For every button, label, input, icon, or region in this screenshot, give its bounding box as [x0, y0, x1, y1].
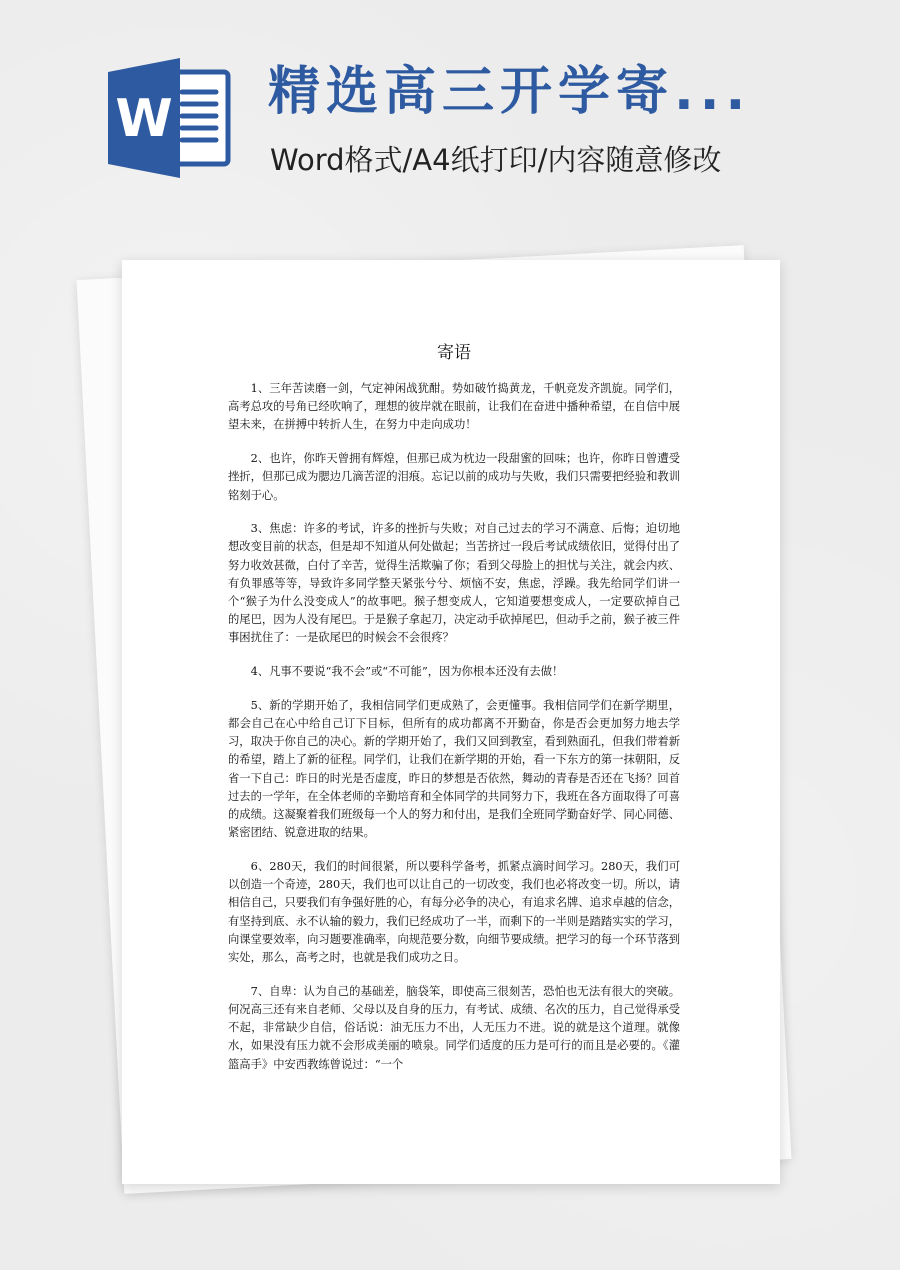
document-page — [122, 260, 780, 1184]
paragraph-7: 7、自卑：认为自己的基础差，脑袋笨，即使高三很刻苦，恐怕也无法有很大的突破。何况高三还有来自老师、父母以及自身的压力，有考试、成绩、名次的压力，自己觉得承受不起，非常缺少自信，俗话说：油无压力不出，人无压力不进。说的就是这个道理。就像水，如果没有压力就不会形成美丽的喷泉。同学们适度的压力是可行的而且是必要的。《灌篮高手》中安西教练曾说过：“一个 — [228, 984, 680, 1071]
paragraph-2: 2、也许，你昨天曾拥有辉煌，但那已成为枕边一段甜蜜的回味；也许，你昨日曾遭受挫折，但那已成为腮边几滴苦涩的泪痕。忘记以前的成功与失败，我们只需要把经验和教训铭刻于心。 — [228, 452, 680, 502]
document-body — [228, 342, 680, 1089]
paragraph-3: 3、焦虑：许多的考试，许多的挫折与失败；对自己过去的学习不满意、后悔；迫切地想改变目前的状态，但是却不知道从何处做起；当苦挤过一段后考试成绩依旧，觉得付出了努力收效甚微，白付了辛苦，觉得生活欺骗了你；看到父母脸上的担忧与关注，就会内疚、有负罪感等等，导致许多同学整天紧张兮兮、烦恼不安，焦虑，浮躁。我先给同学们讲一个“猴子为什么没变成人”的故事吧。猴子想变成人，它知道要想变成人，一定要砍掉自己的尾巴，因为人没有尾巴。于是猴子拿起刀，决定动手砍掉尾巴，但动手之前，猴子被三件事困扰住了：一是砍尾巴的时候会不会很疼？ — [228, 522, 680, 645]
word-logo-icon — [108, 58, 236, 178]
page-subtitle: Word格式/A4纸打印/内容随意修改 — [270, 143, 722, 177]
word-logo-letter: W — [115, 89, 173, 149]
paragraph-4: 4、凡事不要说“我不会”或“不可能”，因为你根本还没有去做！ — [250, 665, 564, 679]
paragraph-5: 5、新的学期开始了，我相信同学们更成熟了，会更懂事。我相信同学们在新学期里，都会自己在心中给自己订下目标，但所有的成功都离不开勤奋，你是否会更加努力地去学习，取决于你自己的决心。新的学期开始了，我们又回到教室，看到熟面孔，但我们带着新的希望，踏上了新的征程。同学们，让我们在新学期的开始，看一下东方的第一抹朝阳，反省一下自己：昨日的时光是否虚度，昨日的梦想是否依然，舞动的青春是否还在飞扬？回首过去的一学年，在全体老师的辛勤培育和全体同学的共同努力下，我班在各方面取得了可喜的成绩。这凝聚着我们班级每一个人的努力和付出，是我们全班同学勤奋好学、同心同德、紧密团结、锐意进取的结果。 — [228, 698, 680, 840]
paragraph-1: 1、三年苦读磨一剑，气定神闲战犹酣。势如破竹捣黄龙，千帆竞发齐凯旋。同学们，高考总攻的号角已经吹响了，理想的彼岸就在眼前，让我们在奋进中播种希望，在自信中展望未来，在拼搏中转折人生，在努力中走向成功！ — [228, 382, 680, 432]
page-title: 精选高三开学寄... — [268, 62, 752, 122]
document-title: 寄语 — [437, 343, 471, 363]
paragraph-6: 6、280天，我们的时间很紧，所以要科学备考，抓紧点滴时间学习。280天，我们可以创造一个奇迹，280天，我们也可以让自己的一切改变，我们也必将改变一切。所以，请相信自己，只要我们有争强好胜的心，有每分必争的决心，有追求名牌、追求卓越的信念，有坚持到底、永不认输的毅力，我们已经成功了一半，而剩下的一半则是踏踏实实的学习，向课堂要效率，向习题要准确率，向规范要分数，向细节要成绩。把学习的每一个环节落到实处，那么，高考之时，也就是我们成功之日。 — [228, 859, 680, 964]
